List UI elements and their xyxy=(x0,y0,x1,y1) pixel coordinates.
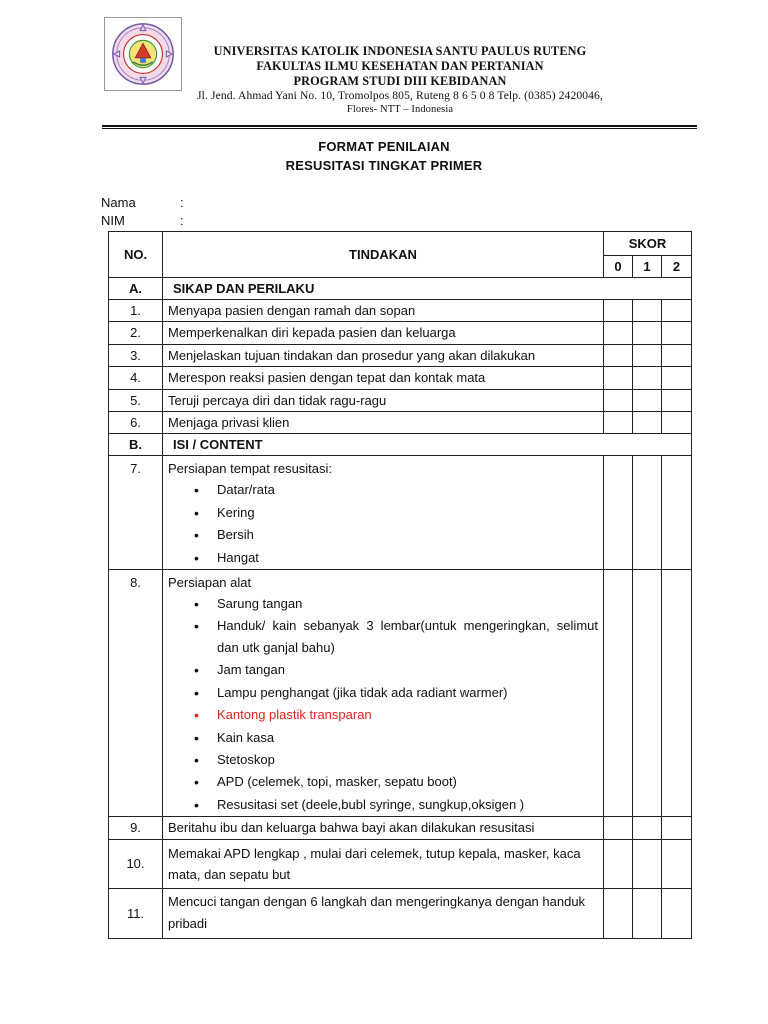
list-item: • Handuk/ kain sebanyak 3 lembar(untuk mengeringkan, selimut dan utk ganjal bahu) xyxy=(194,615,598,659)
row-no: 8. xyxy=(109,569,163,816)
score-cell-0[interactable] xyxy=(604,344,633,366)
header-no: NO. xyxy=(109,232,163,278)
table-row xyxy=(109,569,692,816)
row-no: 6. xyxy=(109,411,163,433)
score-cell-2[interactable] xyxy=(662,888,692,938)
header-score-0: 0 xyxy=(604,256,633,278)
row-no: 3. xyxy=(109,344,163,366)
score-cell-0[interactable] xyxy=(604,389,633,411)
score-cell-0[interactable] xyxy=(604,300,633,322)
section-a-row xyxy=(109,278,692,300)
table-row xyxy=(109,411,692,433)
document-subtitle: RESUSITASI TINGKAT PRIMER xyxy=(285,158,483,173)
score-cell-0[interactable] xyxy=(604,411,633,433)
name-field xyxy=(101,195,184,210)
score-cell-1[interactable] xyxy=(633,817,662,839)
faculty-name: FAKULTAS ILMU KESEHATAN DAN PERTANIAN xyxy=(256,58,544,73)
table-row xyxy=(109,344,692,366)
score-cell-1[interactable] xyxy=(633,367,662,389)
address-line-2: Flores- NTT – Indonesia xyxy=(346,104,454,116)
row-intro: Persiapan tempat resusitasi: xyxy=(168,461,333,477)
letterhead xyxy=(150,44,650,116)
bullet-list xyxy=(168,479,598,569)
name-label: Nama xyxy=(101,195,136,210)
letterhead-divider xyxy=(102,125,697,127)
score-cell-1[interactable] xyxy=(633,300,662,322)
table-row xyxy=(109,300,692,322)
score-cell-2[interactable] xyxy=(662,411,692,433)
section-b-row xyxy=(109,434,692,456)
address-line-1: Jl. Jend. Ahmad Yani No. 10, Tromolpos 805, Ruteng 8 6 5 0 8 Telp. (0385) 2420046, xyxy=(197,89,603,103)
document-title: FORMAT PENILAIAN xyxy=(318,139,450,154)
row-no: 7. xyxy=(109,456,163,570)
row-action: Mencuci tangan dengan 6 langkah dan mengeringkanya dengan handuk pribadi xyxy=(163,888,604,938)
header-score-1: 1 xyxy=(633,256,662,278)
table-row xyxy=(109,456,692,570)
nim-field xyxy=(101,213,184,228)
score-cell-1[interactable] xyxy=(633,569,662,816)
score-cell-0[interactable] xyxy=(604,817,633,839)
score-cell-2[interactable] xyxy=(662,569,692,816)
table-row xyxy=(109,817,692,839)
table-row xyxy=(109,389,692,411)
row-no: 4. xyxy=(109,367,163,389)
row-no: 10. xyxy=(109,839,163,888)
university-name: UNIVERSITAS KATOLIK INDONESIA SANTU PAULUS RUTENG xyxy=(213,44,587,58)
header-score-2: 2 xyxy=(662,256,692,278)
row-action: Merespon reaksi pasien dengan tepat dan kontak mata xyxy=(163,367,604,389)
list-item: • Resusitasi set (deele,bubl syringe, sungkup,oksigen ) xyxy=(194,794,598,816)
list-item: • Sarung tangan xyxy=(194,593,598,615)
row-action: Menyapa pasien dengan ramah dan sopan xyxy=(163,300,604,322)
list-item: • Hangat xyxy=(194,547,598,569)
row-no: 2. xyxy=(109,322,163,344)
section-a-no: A. xyxy=(109,278,163,300)
table-row xyxy=(109,322,692,344)
bullet-list xyxy=(168,593,598,816)
list-item: • Jam tangan xyxy=(194,659,598,681)
name-colon: : xyxy=(180,195,184,210)
score-cell-1[interactable] xyxy=(633,888,662,938)
score-cell-2[interactable] xyxy=(662,817,692,839)
row-action: Menjaga privasi klien xyxy=(163,411,604,433)
score-cell-0[interactable] xyxy=(604,322,633,344)
row-no: 1. xyxy=(109,300,163,322)
row-action: Memakai APD lengkap , mulai dari celemek, tutup kepala, masker, kaca mata, dan sepatu but xyxy=(163,839,604,888)
list-item: • Stetoskop xyxy=(194,749,598,771)
list-item: • Bersih xyxy=(194,524,598,546)
nim-colon: : xyxy=(180,213,184,228)
score-cell-1[interactable] xyxy=(633,344,662,366)
score-cell-0[interactable] xyxy=(604,569,633,816)
section-a-label: SIKAP DAN PERILAKU xyxy=(163,278,692,300)
score-cell-2[interactable] xyxy=(662,322,692,344)
score-cell-2[interactable] xyxy=(662,344,692,366)
score-cell-2[interactable] xyxy=(662,839,692,888)
row-action: Beritahu ibu dan keluarga bahwa bayi akan dilakukan resusitasi xyxy=(163,817,604,839)
letterhead-divider-thin xyxy=(102,128,697,129)
row-action: Teruji percaya diri dan tidak ragu-ragu xyxy=(163,389,604,411)
program-name: PROGRAM STUDI DIII KEBIDANAN xyxy=(293,73,507,88)
row-action: Menjelaskan tujuan tindakan dan prosedur yang akan dilakukan xyxy=(163,344,604,366)
table-row xyxy=(109,839,692,888)
section-b-label: ISI / CONTENT xyxy=(163,434,692,456)
row-no: 9. xyxy=(109,817,163,839)
list-item: • Kain kasa xyxy=(194,727,598,749)
header-action: TINDAKAN xyxy=(163,232,604,278)
row-no: 11. xyxy=(109,888,163,938)
score-cell-2[interactable] xyxy=(662,300,692,322)
list-item-highlight: • Kantong plastik transparan xyxy=(194,704,598,726)
score-cell-1[interactable] xyxy=(633,389,662,411)
row-action xyxy=(163,569,604,816)
nim-label: NIM xyxy=(101,213,125,228)
score-cell-2[interactable] xyxy=(662,367,692,389)
list-item: • Kering xyxy=(194,502,598,524)
row-action xyxy=(163,456,604,570)
score-cell-0[interactable] xyxy=(604,367,633,389)
score-cell-2[interactable] xyxy=(662,389,692,411)
score-cell-0[interactable] xyxy=(604,456,633,570)
table-header-row xyxy=(109,232,692,256)
score-cell-1[interactable] xyxy=(633,411,662,433)
score-cell-2[interactable] xyxy=(662,456,692,570)
score-cell-1[interactable] xyxy=(633,322,662,344)
list-item: • APD (celemek, topi, masker, sepatu boot) xyxy=(194,771,598,793)
table-row xyxy=(109,367,692,389)
row-action: Memperkenalkan diri kepada pasien dan keluarga xyxy=(163,322,604,344)
row-no: 5. xyxy=(109,389,163,411)
list-item: • Datar/rata xyxy=(194,479,598,501)
section-b-no: B. xyxy=(109,434,163,456)
score-cell-1[interactable] xyxy=(633,456,662,570)
assessment-table xyxy=(108,231,692,939)
table-row xyxy=(109,888,692,938)
score-cell-1[interactable] xyxy=(633,839,662,888)
score-cell-0[interactable] xyxy=(604,839,633,888)
score-cell-0[interactable] xyxy=(604,888,633,938)
list-item: • Lampu penghangat (jika tidak ada radiant warmer) xyxy=(194,682,598,704)
row-intro: Persiapan alat xyxy=(168,574,252,590)
header-score: SKOR xyxy=(604,232,692,256)
